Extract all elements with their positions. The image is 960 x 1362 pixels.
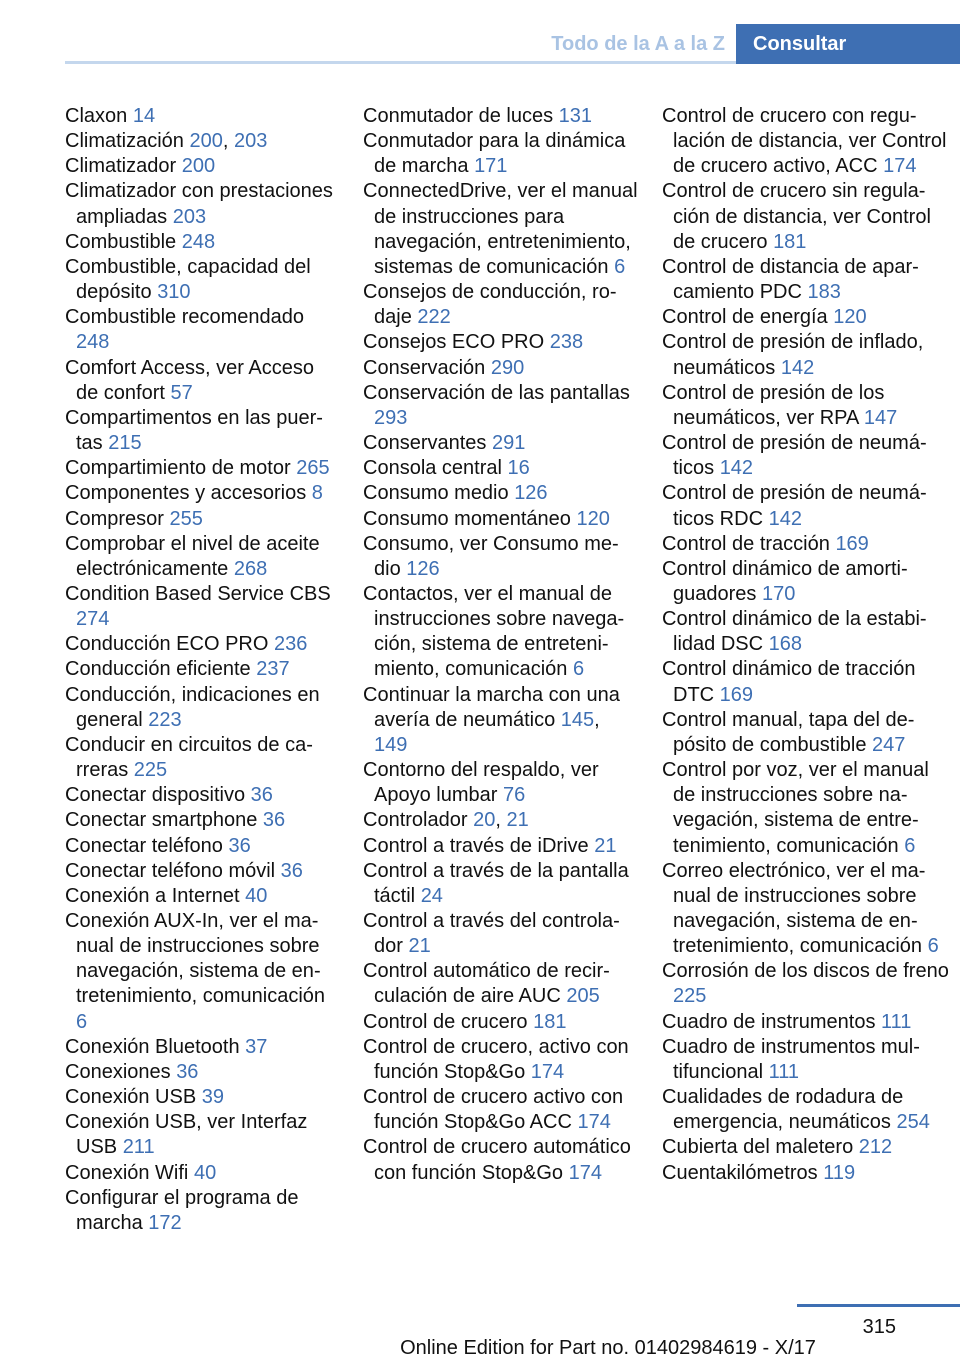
index-term: Control manual, tapa del depósito de combustible (662, 708, 915, 756)
page-reference-link[interactable]: 111 (768, 1060, 800, 1083)
page-reference-link[interactable]: 237 (256, 658, 290, 681)
index-entry (363, 758, 638, 808)
index-term: Conectar teléfono (65, 834, 223, 857)
index-entry (65, 507, 333, 532)
page-reference-link[interactable]: 142 (780, 356, 815, 379)
page-reference-link[interactable]: 24 (420, 884, 443, 907)
page-reference-link[interactable]: 36 (250, 784, 273, 807)
index-term: Conectar teléfono móvil (65, 859, 276, 882)
index-term: Control de crucero con regulación de distancia, ver Control de crucero activo, ACC (662, 105, 947, 178)
index-term: Correo electrónico, ver el manual de instrucciones sobre navegación, sistema de entretenimiento, comunicación (662, 859, 926, 958)
page-reference-link[interactable]: 212 (858, 1136, 893, 1159)
index-entry (65, 305, 333, 355)
page-reference-link[interactable]: 16 (507, 457, 530, 480)
index-entry (363, 532, 638, 582)
index-term: Combustible (65, 230, 177, 253)
index-entry (363, 481, 638, 506)
index-entry (662, 255, 952, 305)
index-term: Control de tracción (662, 532, 830, 555)
index-entry (65, 632, 333, 657)
index-entry (363, 1010, 638, 1035)
page-reference-link[interactable]: 36 (176, 1060, 199, 1083)
index-term: Conexión Wifi (65, 1161, 189, 1184)
index-term: Control de presión de neumáticos RDC (662, 482, 927, 530)
page-reference-link[interactable]: 6 (614, 255, 626, 278)
index-entry (662, 104, 952, 179)
section-title: Todo de la A a la Z (551, 33, 725, 55)
index-entry (363, 959, 638, 1009)
index-entry (662, 1161, 952, 1186)
index-term: Control de presión de inflado, neumáticos (662, 331, 924, 379)
index-entry (363, 280, 638, 330)
index-entry (65, 582, 333, 632)
page-reference-link[interactable]: 36 (262, 809, 286, 832)
index-entry: Continuar la marcha con una avería de neumático 145, 149 (363, 683, 620, 756)
index-term: Comprobar el nivel de aceite electrónicamente (65, 532, 320, 580)
page-reference-link[interactable]: 147 (863, 406, 898, 429)
index-entry (662, 607, 952, 657)
edition-note: Online Edition for Part no. 01402984619 - X/17 (400, 1337, 816, 1359)
index-term: Contorno del respaldo, ver Apoyo lumbar (363, 759, 599, 807)
page-reference-link[interactable]: 211 (122, 1136, 155, 1159)
index-entry (65, 1060, 333, 1085)
index-term: Corrosión de los discos de freno (662, 960, 949, 983)
index-term: Conexión AUX-In, ver el manual de instrucciones sobre navegación, sistema de entretenimiento, comunicación (65, 910, 326, 1008)
page-reference-link[interactable]: 291 (491, 432, 526, 455)
index-entry (65, 1110, 333, 1160)
index-entry (65, 154, 333, 179)
page-reference-link[interactable]: 36 (280, 859, 303, 882)
index-entry (662, 532, 952, 557)
index-term: Control dinámico de amortiguadores (662, 557, 908, 605)
index-entry (363, 330, 638, 355)
index-term: Conexión USB, ver Interfaz USB (65, 1111, 308, 1159)
index-term: Combustible, capacidad del depósito (65, 255, 311, 304)
index-term: Climatizador con prestaciones ampliadas (65, 180, 333, 228)
page-reference-link[interactable]: 20 (473, 809, 496, 832)
index-term: Combustible recomendado (65, 306, 305, 329)
page-reference-link[interactable]: 310 (157, 281, 191, 304)
page-reference-link[interactable]: 131 (558, 105, 593, 127)
index-term: Control de energía (662, 306, 828, 329)
index-term: Compresor (65, 507, 164, 530)
index-term: Consejos ECO PRO (363, 331, 545, 354)
index-term: Condition Based Service CBS (65, 582, 331, 605)
page-reference-link[interactable]: 169 (719, 683, 754, 706)
page-reference-link[interactable]: 222 (417, 306, 451, 329)
page-reference-link[interactable]: 6 (904, 834, 916, 857)
page-reference-link[interactable]: 236 (273, 633, 308, 656)
index-entry (65, 179, 333, 229)
index-term: Comfort Access, ver Acceso de confort (65, 356, 314, 404)
index-term: Compartimentos en las puertas (65, 406, 323, 455)
index-term: Conservación (363, 356, 486, 379)
index-term: Conectar smartphone (65, 809, 258, 832)
index-entry (662, 1085, 952, 1135)
index-term: Control de distancia de aparcamiento PDC (662, 255, 919, 304)
index-term: Cubierta del maletero (662, 1136, 854, 1159)
index-entry (662, 1135, 952, 1160)
page-reference-link[interactable]: 21 (408, 935, 431, 958)
page-reference-link[interactable]: 170 (761, 582, 796, 605)
index-entry: Controlador 20, 21 (363, 809, 529, 832)
page-reference-link[interactable]: 174 (530, 1060, 565, 1083)
index-term: Conmutador de luces (363, 105, 554, 127)
index-entry (662, 708, 952, 758)
index-term: Conservantes (363, 432, 487, 455)
index-entry (65, 683, 333, 733)
index-entry (363, 456, 638, 481)
page-reference-link[interactable]: 57 (170, 381, 193, 404)
page-reference-link[interactable]: 119 (823, 1161, 856, 1184)
index-entry (65, 255, 333, 305)
index-term: Controlador (363, 809, 468, 832)
index-term: Conexiones (65, 1060, 171, 1083)
page-reference-link[interactable]: 183 (807, 281, 841, 304)
index-entry (363, 1135, 638, 1185)
page-reference-link[interactable]: 120 (576, 507, 610, 530)
page-reference-link[interactable]: 76 (502, 784, 526, 807)
index-entry (65, 406, 333, 456)
page-reference-link[interactable]: 225 (673, 985, 707, 1008)
page-reference-link[interactable]: 6 (76, 1010, 88, 1033)
index-column-2 (363, 104, 638, 1186)
index-term: Cuadro de instrumentos (662, 1010, 876, 1033)
index-entry (363, 356, 638, 381)
index-term: Control dinámico de la estabilidad DSC (662, 608, 927, 656)
index-term: Control por voz, ver el manual de instrucciones sobre navegación, sistema de entretenimiento, comunicación (662, 759, 929, 857)
index-entry (363, 381, 638, 431)
page-reference-link[interactable]: 174 (577, 1111, 611, 1134)
page-reference-link[interactable]: 6 (927, 935, 939, 958)
page-reference-link[interactable]: 181 (533, 1010, 567, 1033)
index-entry (65, 884, 333, 909)
index-term: Conexión a Internet (65, 884, 240, 907)
index-term: Cuentakilómetros (662, 1161, 818, 1184)
page-reference-link[interactable]: 174 (568, 1161, 602, 1184)
index-term: Consola central (363, 457, 502, 480)
page-reference-link[interactable]: 203 (172, 205, 207, 228)
index-entry (363, 909, 638, 959)
index-entry (662, 330, 952, 380)
page-reference-link[interactable]: 254 (896, 1111, 930, 1134)
index-term: Conducir en circuitos de carreras (65, 733, 313, 782)
index-term: Conectar dispositivo (65, 784, 246, 807)
index-entry (662, 481, 952, 531)
index-term: ConnectedDrive, ver el manual de instrucciones para navegación, entretenimiento, sistemas de comunicación (363, 180, 638, 278)
page-reference-link[interactable]: 174 (883, 155, 917, 178)
page-reference-link[interactable]: 238 (549, 331, 584, 354)
page-reference-link[interactable]: 169 (835, 532, 869, 555)
index-entry (363, 179, 638, 280)
index-entry (662, 859, 952, 960)
index-term: Cuadro de instrumentos multifuncional (662, 1035, 920, 1083)
index-term: Control automático de recirculación de aire AUC (363, 960, 610, 1008)
index-term: Control de crucero, activo con función Stop&Go (363, 1035, 629, 1083)
index-entry (65, 834, 333, 859)
index-entry (363, 859, 638, 909)
index-term: Control a través de iDrive (363, 834, 589, 857)
index-entry (65, 532, 333, 582)
index-term: Climatizador (65, 155, 177, 178)
page-number: 315 (862, 1316, 896, 1338)
index-term: Control a través de la pantalla táctil (363, 859, 629, 907)
index-entry (65, 356, 333, 406)
index-term: Control de crucero (363, 1010, 528, 1033)
page-reference-link[interactable]: 215 (108, 432, 142, 455)
page-reference-link[interactable]: 274 (76, 608, 110, 631)
page-reference-link[interactable]: 248 (181, 230, 216, 253)
footer-rule (797, 1304, 960, 1307)
page-reference-link[interactable]: 37 (245, 1035, 268, 1058)
page-reference-link[interactable]: 255 (169, 507, 203, 530)
page-reference-link[interactable]: 181 (773, 230, 807, 253)
index-term: Control de crucero sin regulación de distancia, ver Control de crucero (662, 180, 931, 253)
page-reference-link[interactable]: 203 (234, 130, 268, 153)
index-term: Control a través del controlador (363, 910, 620, 958)
index-term: Cualidades de rodadura de emergencia, neumáticos (662, 1086, 904, 1134)
index-term: Consejos de conducción, rodaje (363, 281, 617, 329)
index-entry (363, 834, 638, 859)
index-term: Consumo medio (363, 482, 509, 505)
index-entry (65, 859, 333, 884)
index-entry (65, 230, 333, 255)
index-entry (662, 758, 952, 859)
index-entry (363, 129, 638, 179)
index-term: Conmutador para la dinámica de marcha (363, 130, 626, 178)
index-entry (65, 1035, 333, 1060)
index-entry (65, 456, 333, 481)
index-term: Conexión Bluetooth (65, 1035, 240, 1058)
index-entry (65, 657, 333, 682)
index-entry (662, 431, 952, 481)
page-reference-link[interactable]: 200 (181, 155, 216, 178)
index-term: Consumo momentáneo (363, 507, 571, 530)
page-reference-link[interactable]: 21 (506, 809, 529, 832)
index-entry (662, 657, 952, 707)
page-reference-link[interactable]: 40 (193, 1161, 217, 1184)
index-entry: Climatización 200, 203 (65, 130, 268, 153)
index-entry (65, 1085, 333, 1110)
index-term: Control dinámico de tracción DTC (662, 658, 916, 706)
page-reference-link[interactable]: 39 (201, 1086, 224, 1109)
index-entry (65, 909, 333, 1035)
index-term: Control de crucero activo con función Stop&Go ACC (363, 1086, 624, 1134)
index-entry (363, 104, 638, 129)
page-reference-link[interactable]: 168 (768, 633, 802, 656)
page-reference-link[interactable]: 223 (148, 708, 182, 731)
index-term: Conexión USB (65, 1086, 197, 1109)
index-term: Control de presión de neumáticos (662, 432, 927, 480)
page-reference-link[interactable]: 21 (594, 834, 617, 857)
index-entry (363, 507, 638, 532)
index-entry (363, 1085, 638, 1135)
page-reference-link[interactable]: 293 (374, 406, 408, 429)
index-entry (662, 1010, 952, 1035)
page-reference-link[interactable]: 14 (132, 105, 156, 127)
page-reference-link[interactable]: 126 (514, 482, 548, 505)
index-term: Continuar la marcha con una avería de neumático (363, 683, 620, 731)
index-entry (662, 557, 952, 607)
page-reference-link[interactable]: 205 (566, 985, 600, 1008)
index-entry (65, 733, 333, 783)
index-term: Contactos, ver el manual de instrucciones sobre navegación, sistema de entretenimiento, comunicación (363, 582, 625, 681)
section-tab-label: Consultar (753, 33, 847, 55)
index-term: Conducción ECO PRO (65, 633, 269, 656)
index-entry (65, 481, 333, 506)
index-entry (65, 104, 333, 129)
page-reference-link[interactable]: 265 (296, 457, 330, 480)
index-term: Control de crucero automático con función Stop&Go (363, 1136, 631, 1184)
page-reference-link[interactable]: 36 (228, 834, 251, 857)
index-term: Control de presión de los neumáticos, ver RPA (662, 381, 885, 429)
page-reference-link[interactable]: 145 (560, 708, 595, 731)
index-entry (65, 1186, 333, 1236)
index-term: Compartimiento de motor (65, 457, 291, 480)
index-entry (662, 305, 952, 330)
index-term: Conducción, indicaciones en general (65, 683, 320, 731)
section-tab[interactable] (736, 24, 960, 64)
page-reference-link[interactable]: 8 (311, 482, 323, 505)
page-reference-link[interactable]: 142 (719, 457, 754, 480)
page-reference-link[interactable]: 225 (133, 759, 168, 782)
index-entry (662, 381, 952, 431)
index-entry (65, 808, 333, 833)
page-reference-link[interactable]: 247 (872, 733, 906, 756)
page-reference-link[interactable]: 200 (189, 130, 223, 153)
index-term: Claxon (65, 105, 128, 127)
page-reference-link[interactable]: 172 (148, 1211, 182, 1234)
index-column-3 (662, 104, 952, 1186)
index-entry (65, 1161, 333, 1186)
index-entry (662, 179, 952, 254)
index-entry (662, 959, 952, 1009)
index-entry (65, 783, 333, 808)
index-entry (662, 1035, 952, 1085)
page-reference-link[interactable]: 290 (490, 356, 525, 379)
page-reference-link[interactable]: 120 (833, 306, 867, 329)
page-reference-link[interactable]: 40 (245, 884, 268, 907)
index-term: Componentes y accesorios (65, 482, 307, 505)
index-entry (363, 582, 638, 683)
page-reference-link[interactable]: 171 (474, 155, 508, 178)
page-reference-link[interactable]: 6 (573, 658, 585, 681)
page-reference-link[interactable]: 126 (406, 557, 440, 580)
page-reference-link[interactable]: 111 (881, 1010, 912, 1033)
page-reference-link[interactable]: 149 (374, 733, 408, 756)
index-column-1 (65, 104, 333, 1236)
page-reference-link[interactable]: 268 (233, 557, 268, 580)
index-term: Climatización (65, 130, 184, 153)
index-term: Configurar el programa de marcha (65, 1186, 299, 1234)
page-reference-link[interactable]: 142 (768, 507, 802, 530)
index-term: Conducción eficiente (65, 658, 251, 681)
page-reference-link[interactable]: 248 (76, 331, 110, 354)
index-term: Consumo, ver Consumo medio (363, 532, 619, 580)
index-term: Conservación de las pantallas (363, 381, 630, 404)
index-entry (363, 431, 638, 456)
index-entry (363, 1035, 638, 1085)
